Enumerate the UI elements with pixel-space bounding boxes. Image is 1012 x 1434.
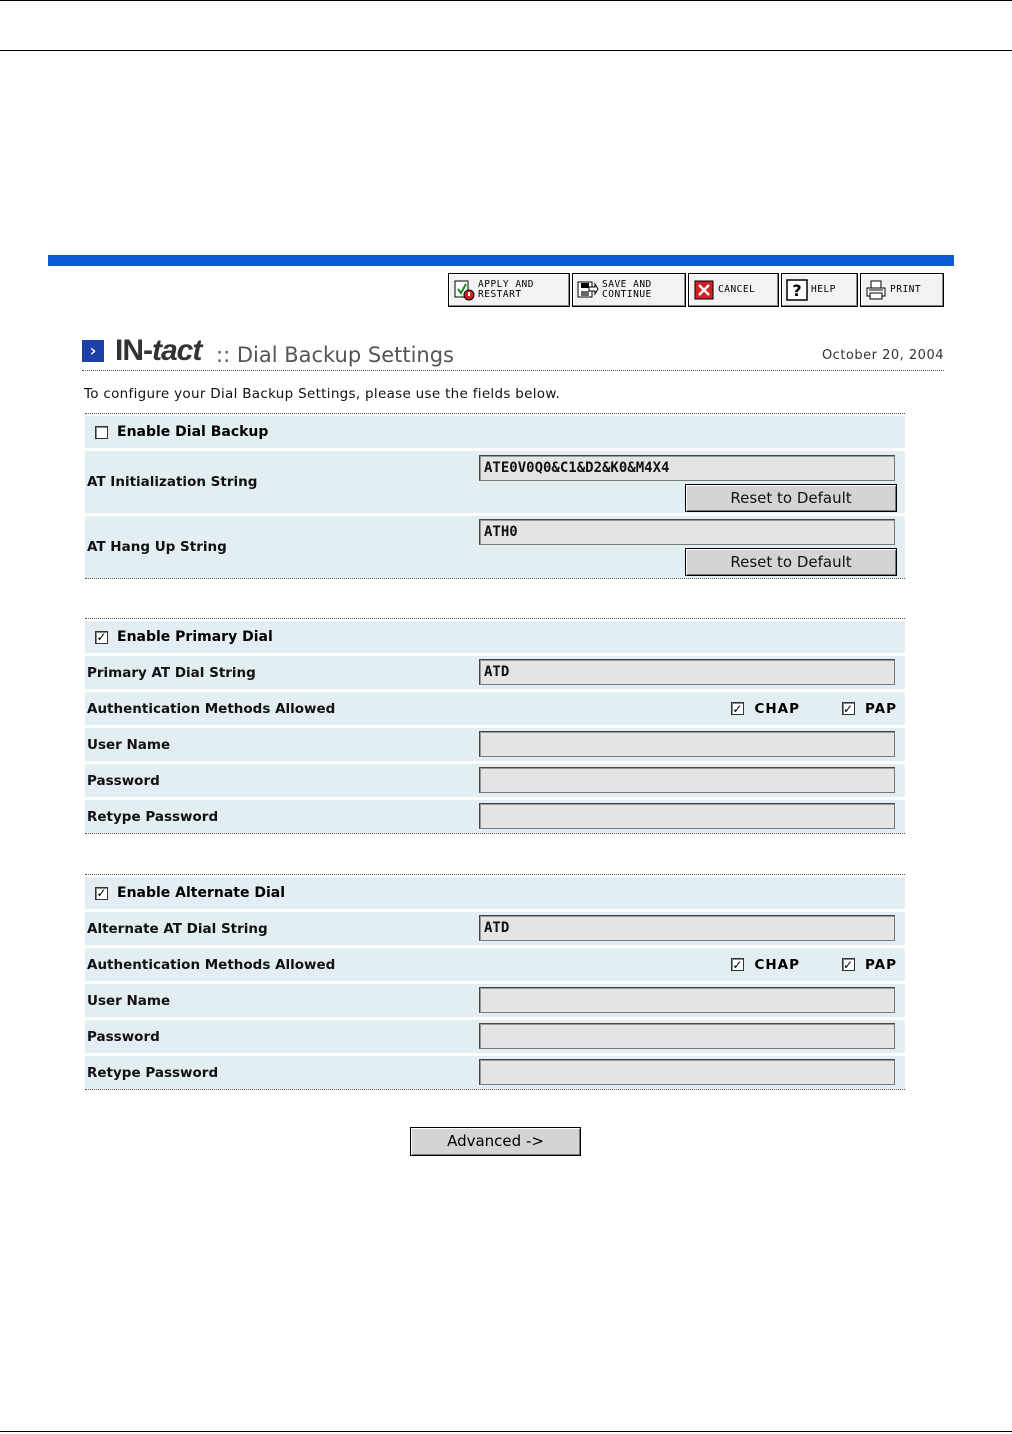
help-label: HELP xyxy=(811,284,836,295)
primary-user-input[interactable] xyxy=(479,731,895,757)
alternate-pap-checkbox[interactable]: ✓ xyxy=(842,957,855,972)
enable-alternate-dial xyxy=(85,885,285,901)
primary-dial-string-label: Primary AT Dial String xyxy=(87,664,256,681)
primary-user-row xyxy=(85,728,905,761)
at-init-input[interactable]: ATE0V0Q0&C1&D2&K0&M4X4 xyxy=(479,455,895,481)
primary-retype-input[interactable] xyxy=(479,803,895,829)
alternate-dial-string-row xyxy=(85,912,905,945)
enable-dial-backup xyxy=(85,424,268,440)
primary-pap-label: PAP xyxy=(865,700,897,717)
primary-pap-checkbox[interactable]: ✓ xyxy=(842,701,855,716)
alternate-auth-row xyxy=(85,948,905,981)
enable-primary-dial xyxy=(85,629,273,645)
primary-retype-row xyxy=(85,800,905,833)
enable-alternate-row xyxy=(85,877,905,909)
bottom-border xyxy=(0,1431,1012,1432)
primary-pap-option xyxy=(842,701,897,717)
alternate-pap-option xyxy=(842,957,897,973)
help-icon xyxy=(786,279,808,301)
dial-backup-section xyxy=(85,413,905,579)
alternate-chap-option xyxy=(731,957,800,973)
advanced-button[interactable]: Advanced -> xyxy=(410,1127,581,1156)
brand-logo xyxy=(115,334,201,368)
enable-dial-backup-label: Enable Dial Backup xyxy=(117,424,269,440)
alternate-auth-label: Authentication Methods Allowed xyxy=(87,956,336,973)
at-hangup-row xyxy=(85,516,905,578)
primary-auth-options xyxy=(689,701,897,717)
at-init-label: AT Initialization String xyxy=(87,474,258,490)
intro-text: To configure your Dial Backup Settings, please use the fields below. xyxy=(84,386,561,402)
primary-chap-checkbox[interactable]: ✓ xyxy=(732,701,744,716)
brand-prefix: IN- xyxy=(115,334,152,367)
save-continue-icon xyxy=(577,279,599,301)
at-init-row xyxy=(85,451,905,513)
enable-dial-backup-checkbox[interactable] xyxy=(95,426,108,439)
alternate-retype-row xyxy=(85,1056,905,1089)
alternate-user-input[interactable] xyxy=(479,987,895,1013)
at-hangup-reset-button[interactable]: Reset to Default xyxy=(685,548,897,576)
svg-text:?: ? xyxy=(792,281,802,300)
page-date: October 20, 2004 xyxy=(821,348,944,363)
at-init-reset-button[interactable]: Reset to Default xyxy=(685,484,897,512)
primary-dial-string-input[interactable]: ATD xyxy=(479,659,895,685)
save-and-continue-button[interactable] xyxy=(572,273,686,307)
alternate-password-label: Password xyxy=(87,1028,160,1045)
brand-suffix: tact xyxy=(152,334,202,367)
header-divider xyxy=(0,50,1012,51)
alternate-dial-string-label: Alternate AT Dial String xyxy=(87,920,268,937)
enable-dial-backup-row xyxy=(85,416,905,448)
alternate-retype-label: Retype Password xyxy=(87,1064,219,1081)
primary-dial-section xyxy=(85,618,905,834)
alternate-user-label: User Name xyxy=(87,992,171,1009)
save-continue-label: SAVE AND CONTINUE xyxy=(602,279,652,300)
print-label: PRINT xyxy=(890,284,922,295)
print-button[interactable] xyxy=(860,273,944,307)
alternate-pap-label: PAP xyxy=(865,956,897,973)
primary-auth-row xyxy=(85,692,905,725)
page-title-row xyxy=(82,336,944,371)
alternate-user-row xyxy=(85,984,905,1017)
primary-dial-string-row xyxy=(85,656,905,689)
cancel-label: CANCEL xyxy=(718,284,756,295)
enable-alternate-label: Enable Alternate Dial xyxy=(117,885,286,901)
printer-icon xyxy=(865,279,887,301)
alternate-chap-checkbox[interactable]: ✓ xyxy=(732,957,744,972)
top-border xyxy=(0,0,1012,1)
primary-auth-label: Authentication Methods Allowed xyxy=(87,700,336,717)
apply-and-restart-button[interactable] xyxy=(448,273,570,307)
toolbar xyxy=(448,273,944,309)
alternate-retype-input[interactable] xyxy=(479,1059,895,1085)
enable-primary-label: Enable Primary Dial xyxy=(117,629,273,645)
cancel-button[interactable] xyxy=(688,273,779,307)
alternate-password-input[interactable] xyxy=(479,1023,895,1049)
apply-restart-icon xyxy=(453,279,475,301)
enable-primary-row xyxy=(85,621,905,653)
primary-chap-option xyxy=(731,701,800,717)
primary-user-label: User Name xyxy=(87,736,171,753)
at-hangup-label: AT Hang Up String xyxy=(87,539,227,555)
alternate-dial-string-input[interactable]: ATD xyxy=(479,915,895,941)
alternate-auth-options xyxy=(689,957,897,973)
help-button[interactable] xyxy=(781,273,858,307)
primary-password-input[interactable] xyxy=(479,767,895,793)
primary-password-row xyxy=(85,764,905,797)
alternate-chap-label: CHAP xyxy=(754,956,800,973)
at-hangup-input[interactable]: ATH0 xyxy=(479,519,895,545)
cancel-icon xyxy=(693,279,715,301)
blue-banner xyxy=(48,255,954,266)
primary-retype-label: Retype Password xyxy=(87,808,219,825)
chevron-right-icon: › xyxy=(82,340,104,362)
enable-alternate-checkbox[interactable]: ✓ xyxy=(96,886,107,900)
alternate-dial-section xyxy=(85,874,905,1090)
apply-restart-label: APPLY AND RESTART xyxy=(478,279,534,300)
alternate-password-row xyxy=(85,1020,905,1053)
primary-password-label: Password xyxy=(87,772,160,789)
page-title: :: Dial Backup Settings xyxy=(216,343,454,367)
primary-chap-label: CHAP xyxy=(754,700,800,717)
enable-primary-checkbox[interactable]: ✓ xyxy=(96,630,107,644)
